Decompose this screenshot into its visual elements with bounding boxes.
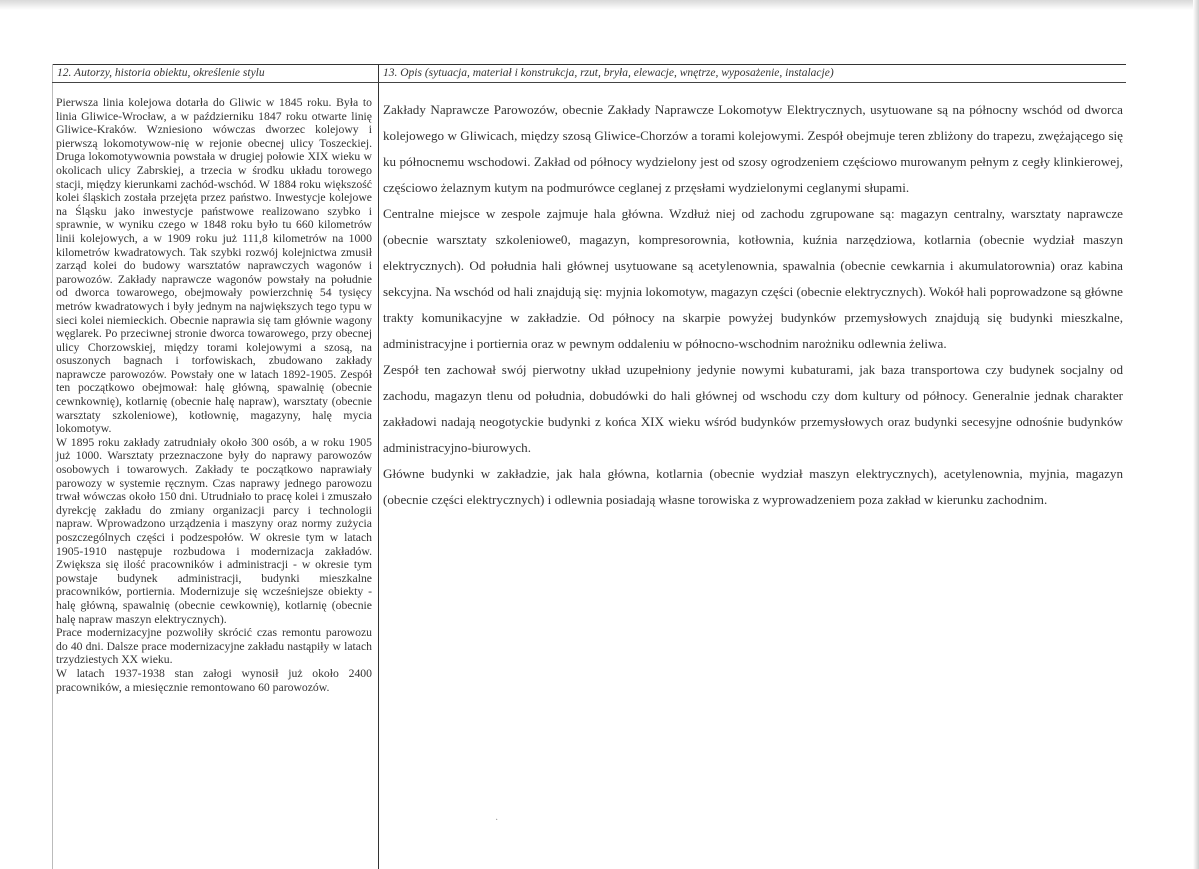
scan-speck: · [495,815,499,826]
history-paragraph: W latach 1937-1938 stan załogi wynosił już około 2400 pracowników, a miesięcznie remontowano 60 parowozów. [56,666,372,694]
history-paragraph: W 1895 roku zakłady zatrudniały około 300 osób, a w roku 1905 już 1000. Warsztaty przeznaczone były do naprawy parowozów osobowych i towarowych. Zakłady te początkowo naprawiały parowozy w systemie ręcznym. Czas naprawy jednego parowozu trwał wówczas około 150 dni. Utrudniało to pracę kolei i zmuszało dyrekcję zakładu do zmiany organizacji parcy i technologii napraw. Wprowadzono urządzenia i maszyny oraz normy zużycia poszczególnych części i podzespołów. W okresie tym w latach 1905-1910 następuje rozbudowa i modernizacja zakładów. Zwiększa się ilość pracowników i administracji - w okresie tym powstaje budynek administracji, budynki mieszkalne pracowników, portiernia. Modernizuje się wcześniejsze obiekty - halę główną, spawalnię (obecnie cewkownię), kotlarnię (obecnie halę napraw maszyn elektrycznych). [56,435,372,626]
description-column [383,97,1123,513]
header-rule-left [52,82,378,83]
section-12-header: 12. Autorzy, historia obiektu, określenie stylu [57,67,265,79]
header-rule-right [378,82,1126,83]
scan-right-edge [1193,0,1199,869]
left-border [52,64,53,869]
description-paragraph: Centralne miejsce w zespole zajmuje hala główna. Wzdłuż niej od zachodu zgrupowane są: magazyn centralny, warsztaty naprawcze (obecnie warsztaty szkoleniowe0, magazyn, kompresorownia, kotłownia, kuźnia narzędziowa, kotlarnia (obecnie wydział maszyn elektrycznych). Od południa hali głównej usytuowane są acetylenownia, spawalnia (obecnie cewkarnia i akumulatorownia) oraz kabina sekcyjna. Na wschód od hali znajdują się: myjnia lokomotyw, magazyn części (obecnie elektrycznych). Wokół hali poprowadzone są główne trakty komunikacyjne w zakładzie. Od północy na skarpie powyżej budynków przemysłowych znajdują się budynki mieszkalne, administracyjne i portiernia oraz w pewnym oddaleniu w północno-wschodnim narożniku odlewnia żeliwa. [383,206,1123,351]
history-column [56,96,372,694]
column-divider [378,64,379,869]
scan-top-edge [0,0,1199,10]
history-paragraph: Pierwsza linia kolejowa dotarła do Gliwic w 1845 roku. Była to linia Gliwice-Wrocław, a w październiku 1847 roku otwarte linię Gliwice-Kraków. Wzniesiono wówczas dworzec kolejowy i pierwszą lokomotywow-nię w rejonie obecnej ulicy Toszeckiej. Druga lokomotywownia powstała w drugiej połowie XIX wieku w okolicach ulicy Zabrskiej, a trzecia w środku układu torowego stacji, między kierunkami zachód-wschód. W 1884 roku większość kolei śląskich została przejęta przez państwo. Inwestycje kolejowe na Śląsku jako inwestycje państwowe realizowano szybko i sprawnie, w wyniku czego w 1848 roku było tu 660 kilometrów linii kolejowych, a w 1909 roku już 111,8 kilometrów na 1000 kilometrów kwadratowych. Tak szybki rozwój kolejnictwa zmusił zarząd kolei do budowy warsztatów naprawczych wagonów i parowozów. Zakłady naprawcze wagonów powstały na południe od dworca towarowego, obejmowały powierzchnię 54 tysięcy metrów kwadratowych i były jednym na największych tego typu w sieci kolei niemieckich. Obecnie naprawia się tam głównie wagony węglarek. Po przeciwnej stronie dworca towarowego, przy obecnej ulicy Chorzowskiej, między torami kolejowymi a szosą, na osuszonych bagnach i torfowiskach, zbudowano zakłady naprawcze parowozów. Powstały one w latach 1892-1905. Zespół ten początkowo obejmował: halę główną, spawalnię (obecnie cewnkownię), kotlarnię (obecnie halę napraw), warsztaty (obecnie warsztaty szkoleniowe), kotłownię, magazyny, halę mycia lokomotyw. [56,96,372,436]
description-paragraph: Główne budynki w zakładzie, jak hala główna, kotlarnia (obecnie wydział maszyn elektrycznych), acetylenownia, myjnia, magazyn (obecnie części elektrycznych) i odlewnia posiadają własne torowiska z wyprowadzeniem poza zakład w kierunku zachodnim. [383,466,1123,507]
form-sheet [52,62,1126,869]
description-paragraph: Zakłady Naprawcze Parowozów, obecnie Zakłady Naprawcze Lokomotyw Elektrycznych, usytuowane są na północny wschód od dworca kolejowego w Gliwicach, między szosą Gliwice-Chorzów a torami kolejowymi. Zespół obejmuje teren zbliżony do trapezu, zwężającego się ku północnemu wschodowi. Zakład od północy wydzielony jest od szosy ogrodzeniem częściowo murowanym pełnym z cegły klinkierowej, częściowo żelaznym kutym na podmurówce ceglanej z przęsłami wydzielonymi ceglanymi słupami. [383,102,1123,195]
description-paragraph: Zespół ten zachował swój pierwotny układ uzupełniony jedynie nowymi kubaturami, jak baza transportowa czy budynek socjalny od zachodu, magazyn tlenu od południa, dobudówki do hali głównej od wschodu czy dom kultury od północy. Generalnie jednak charakter zakładowi nadają neogotyckie budynki z końca XIX wieku wśród budynków przemysłowych oraz budynki secesyjne odnośnie budynków administracyjno-biurowych. [383,362,1123,455]
section-13-header: 13. Opis (sytuacja, materiał i konstrukcja, rzut, bryła, elewacje, wnętrze, wyposażenie, instalacje) [383,67,834,79]
history-paragraph: Prace modernizacyjne pozwoliły skrócić czas remontu parowozu do 40 dni. Dalsze prace modernizacyjne zakładu nastąpiły w latach trzydziestych XX wieku. [56,626,372,667]
top-rule [52,64,1126,65]
